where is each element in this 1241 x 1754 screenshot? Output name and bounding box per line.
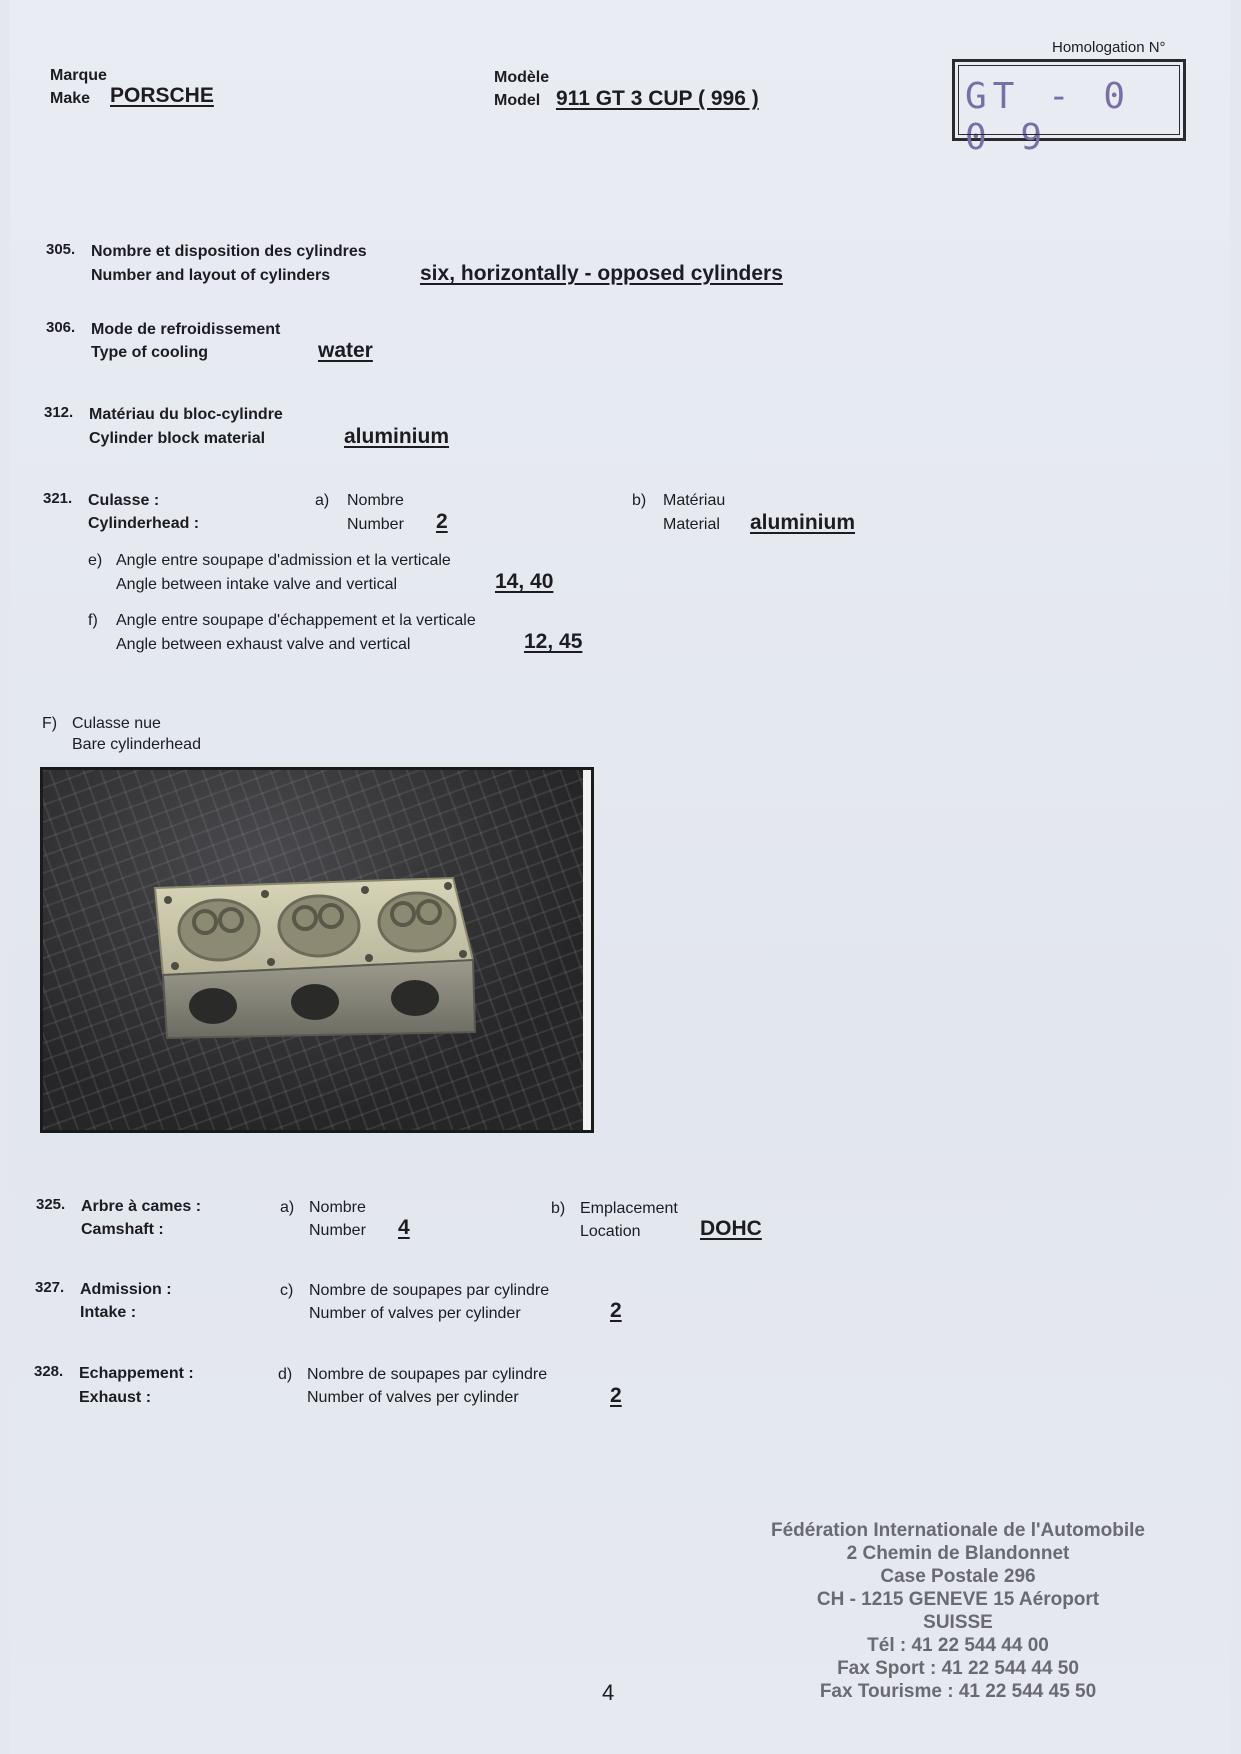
item-327-number: 327. [35, 1279, 65, 1296]
item-325-b-label-en: Location [580, 1223, 641, 1240]
item-325-label-en: Camshaft : [81, 1221, 164, 1238]
item-321-e-label-en: Angle between intake valve and vertical [116, 576, 398, 593]
model-value: 911 GT 3 CUP ( 996 ) [556, 87, 759, 110]
photo-caption-fr: Culasse nue [72, 715, 161, 732]
photo-caption-en: Bare cylinderhead [72, 736, 201, 753]
item-321-number: 321. [43, 490, 73, 507]
item-328-label-fr: Echappement : [79, 1365, 194, 1382]
item-305-value: six, horizontally - opposed cylinders [420, 262, 783, 285]
item-325-b-value: DOHC [700, 1217, 762, 1240]
item-321-b-letter: b) [632, 492, 647, 509]
item-321-b-value: aluminium [750, 511, 856, 534]
item-321-a-value: 2 [436, 510, 448, 533]
photo-edge [583, 770, 591, 1130]
item-328-number: 328. [34, 1363, 64, 1380]
fia-country: SUISSE [923, 1612, 993, 1633]
item-321-f-label-fr: Angle entre soupape d'échappement et la verticale [116, 612, 476, 629]
item-312-label-fr: Matériau du bloc-cylindre [89, 406, 283, 423]
item-327-label-fr: Admission : [80, 1281, 172, 1298]
cylinderhead-image [43, 770, 591, 1130]
item-328-d-label-en: Number of valves per cylinder [307, 1389, 519, 1406]
item-328-label-en: Exhaust : [79, 1389, 152, 1406]
fia-postbox: Case Postale 296 [880, 1566, 1036, 1587]
item-325-a-label-en: Number [309, 1222, 366, 1239]
make-label-en: Make [50, 90, 91, 107]
model-label-fr: Modèle [494, 69, 550, 86]
fia-name: Fédération Internationale de l'Automobile [771, 1520, 1145, 1541]
fia-fax-sport: Fax Sport : 41 22 544 44 50 [837, 1658, 1079, 1679]
homologation-page [10, 0, 1230, 1754]
fia-fax-tourisme: Fax Tourisme : 41 22 544 45 50 [819, 1681, 1097, 1702]
item-321-b-label-fr: Matériau [663, 492, 726, 509]
item-306-label-fr: Mode de refroidissement [91, 321, 281, 338]
item-327-c-letter: c) [280, 1282, 294, 1299]
item-321-b-label-en: Material [663, 516, 720, 533]
page-number: 4 [602, 1680, 615, 1705]
item-312-value: aluminium [344, 425, 450, 448]
item-312-number: 312. [44, 404, 74, 421]
item-328-d-letter: d) [278, 1366, 293, 1383]
item-327-label-en: Intake : [80, 1304, 137, 1321]
item-325-b-letter: b) [551, 1200, 566, 1217]
item-305-label-fr: Nombre et disposition des cylindres [91, 243, 367, 260]
item-321-label-fr: Culasse : [88, 492, 160, 509]
item-305-label-en: Number and layout of cylinders [91, 267, 331, 284]
item-321-e-letter: e) [88, 552, 103, 569]
item-325-b-label-fr: Emplacement [580, 1200, 678, 1217]
item-321-a-label-en: Number [347, 516, 404, 533]
item-321-a-label-fr: Nombre [347, 492, 404, 509]
item-328-d-label-fr: Nombre de soupapes par cylindre [307, 1366, 548, 1383]
model-label-en: Model [494, 92, 541, 109]
item-305-number: 305. [46, 241, 76, 258]
item-325-a-value: 4 [398, 1216, 410, 1239]
item-321-f-label-en: Angle between exhaust valve and vertical [116, 636, 411, 653]
item-306-value: water [318, 339, 373, 362]
item-321-f-value: 12, 45 [524, 630, 583, 653]
item-328-d-value: 2 [610, 1384, 622, 1407]
item-321-e-label-fr: Angle entre soupape d'admission et la verticale [116, 552, 451, 569]
item-325-label-fr: Arbre à cames : [81, 1198, 202, 1215]
item-321-a-letter: a) [315, 492, 330, 509]
homologation-label: Homologation N° [1052, 39, 1166, 56]
item-325-a-letter: a) [280, 1199, 295, 1216]
item-321-f-letter: f) [88, 612, 98, 629]
make-label-fr: Marque [50, 67, 107, 84]
make-value: PORSCHE [110, 84, 214, 107]
item-312-label-en: Cylinder block material [89, 430, 266, 447]
item-327-c-label-fr: Nombre de soupapes par cylindre [309, 1282, 550, 1299]
item-327-c-value: 2 [610, 1299, 622, 1322]
fia-address-block [768, 1519, 1148, 1703]
item-325-number: 325. [36, 1196, 66, 1213]
homologation-box [952, 59, 1186, 158]
item-321-label-en: Cylinderhead : [88, 515, 200, 532]
cylinderhead-photo [40, 767, 594, 1133]
item-306-label-en: Type of cooling [91, 344, 209, 361]
fia-phone: Tél : 41 22 544 44 00 [867, 1635, 1049, 1656]
photo-letter: F) [42, 715, 58, 732]
homologation-stamp: GT - 0 0 9 [965, 76, 1132, 158]
fia-city: CH - 1215 GENEVE 15 Aéroport [816, 1589, 1100, 1610]
fia-street: 2 Chemin de Blandonnet [846, 1543, 1070, 1564]
item-306-number: 306. [46, 319, 76, 336]
item-327-c-label-en: Number of valves per cylinder [309, 1305, 521, 1322]
item-321-e-value: 14, 40 [495, 570, 554, 593]
item-325-a-label-fr: Nombre [309, 1199, 366, 1216]
